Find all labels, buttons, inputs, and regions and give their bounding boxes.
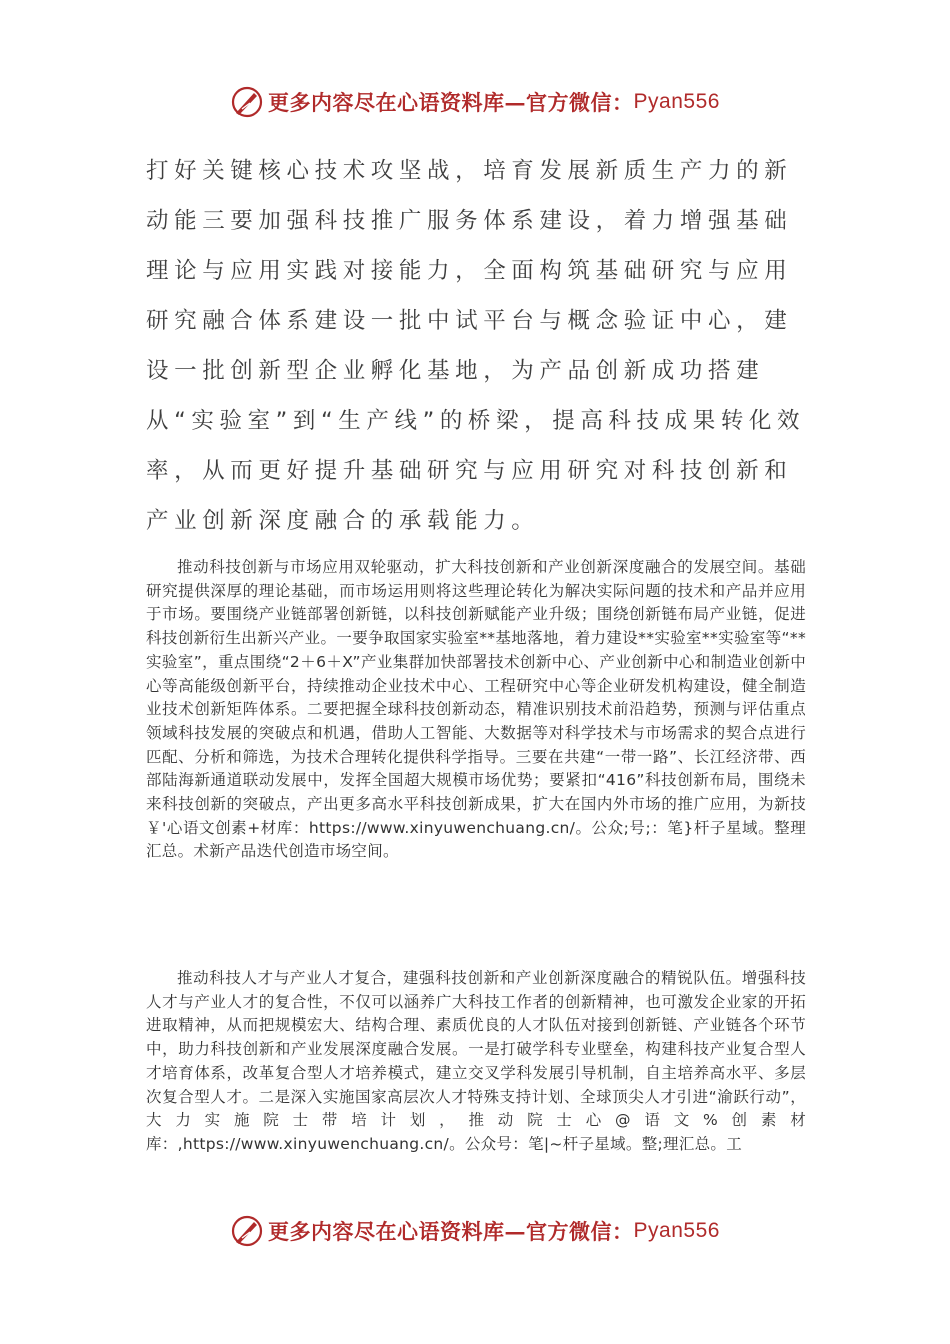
banner-wechat-id: Pyan556 [633, 1219, 720, 1242]
header-watermark-banner [0, 82, 950, 122]
banner-text: 更多内容尽在心语资料库—官方微信： [268, 1219, 634, 1244]
quill-logo-icon [230, 85, 264, 119]
body-paragraph: 推动科技人才与产业人才复合，建强科技创新和产业创新深度融合的精锐队伍。增强科技人才与产业人才的复合性，不仅可以涵养广大科技工作者的创新精神，也可激发企业家的开拓进取精神，从而把规模宏大、结构合理、素质优良的人才队伍对接到创新链、产业链各个环节中，助力科技创新和产业发展深度融合发展。一是打破学科专业壁垒，构建科技产业复合型人才培育体系，改革复合型人才培养模式，建立交叉学科发展引导机制，自主培养高水平、多层次复合型人才。二是深入实施国家高层次人才特殊支持计划、全球顶尖人才引进“渝跃行动”，大力实施院士带培计划，推动院士心@语文%创素材库：,https://www.xinyuwenchuang.cn/。公众号：笔|~杆子星域。整;理汇总。工 [146, 969, 806, 1153]
body-paragraph: 推动科技创新与市场应用双轮驱动，扩大科技创新和产业创新深度融合的发展空间。基础研究提供深厚的理论基础，而市场运用则将这些理论转化为解决实际问题的技术和产品并应用于市场。要围绕产业链部署创新链，以科技创新赋能产业升级；围绕创新链布局产业链，促进科技创新衍生出新兴产业。一要争取国家实验室**基地落地，着力建设**实验室**实验室等“**实验室”，重点围绕“2＋6＋X”产业集群加快部署技术创新中心、产业创新中心和制造业创新中心等高能级创新平台，持续推动企业技术中心、工程研究中心等企业研发机构建设，健全制造业技术创新矩阵体系。二要把握全球科技创新动态，精准识别技术前沿趋势，预测与评估重点领域科技发展的突破点和机遇，借助人工智能、大数据等对科学技术与市场需求的契合点进行匹配、分析和筛选，为技术合理转化提供科学指导。三要在共建“一带一路”、长江经济带、西部陆海新通道联动发展中，发挥全国超大规模市场优势；要紧扣“416”科技创新布局，围绕未来科技创新的突破点，产出更多高水平科技创新成果，扩大在国内外市场的推广应用，为新技￥'心语文创素+材库：https://www.xinyuwenchuang.cn/。公众;号;：笔}杆子星域。整理汇总。术新产品迭代创造市场空间。 [146, 558, 806, 861]
banner-text: 更多内容尽在心语资料库—官方微信： [268, 90, 634, 115]
body-section-1 [146, 556, 806, 864]
banner-wechat-id: Pyan556 [633, 90, 720, 113]
body-section-2 [146, 967, 806, 1157]
quill-logo-icon [230, 1214, 264, 1248]
footer-watermark-banner [0, 1211, 950, 1251]
lead-paragraph: 打好关键核心技术攻坚战，培育发展新质生产力的新动能三要加强科技推广服务体系建设，着力增强基础理论与应用实践对接能力，全面构筑基础研究与应用研究融合体系建设一批中试平台与概念验证中心，建设一批创新型企业孵化基地，为产品创新成功搭建从“实验室”到“生产线”的桥梁，提高科技成果转化效率，从而更好提升基础研究与应用研究对科技创新和产业创新深度融合的承载能力。 [146, 158, 806, 534]
